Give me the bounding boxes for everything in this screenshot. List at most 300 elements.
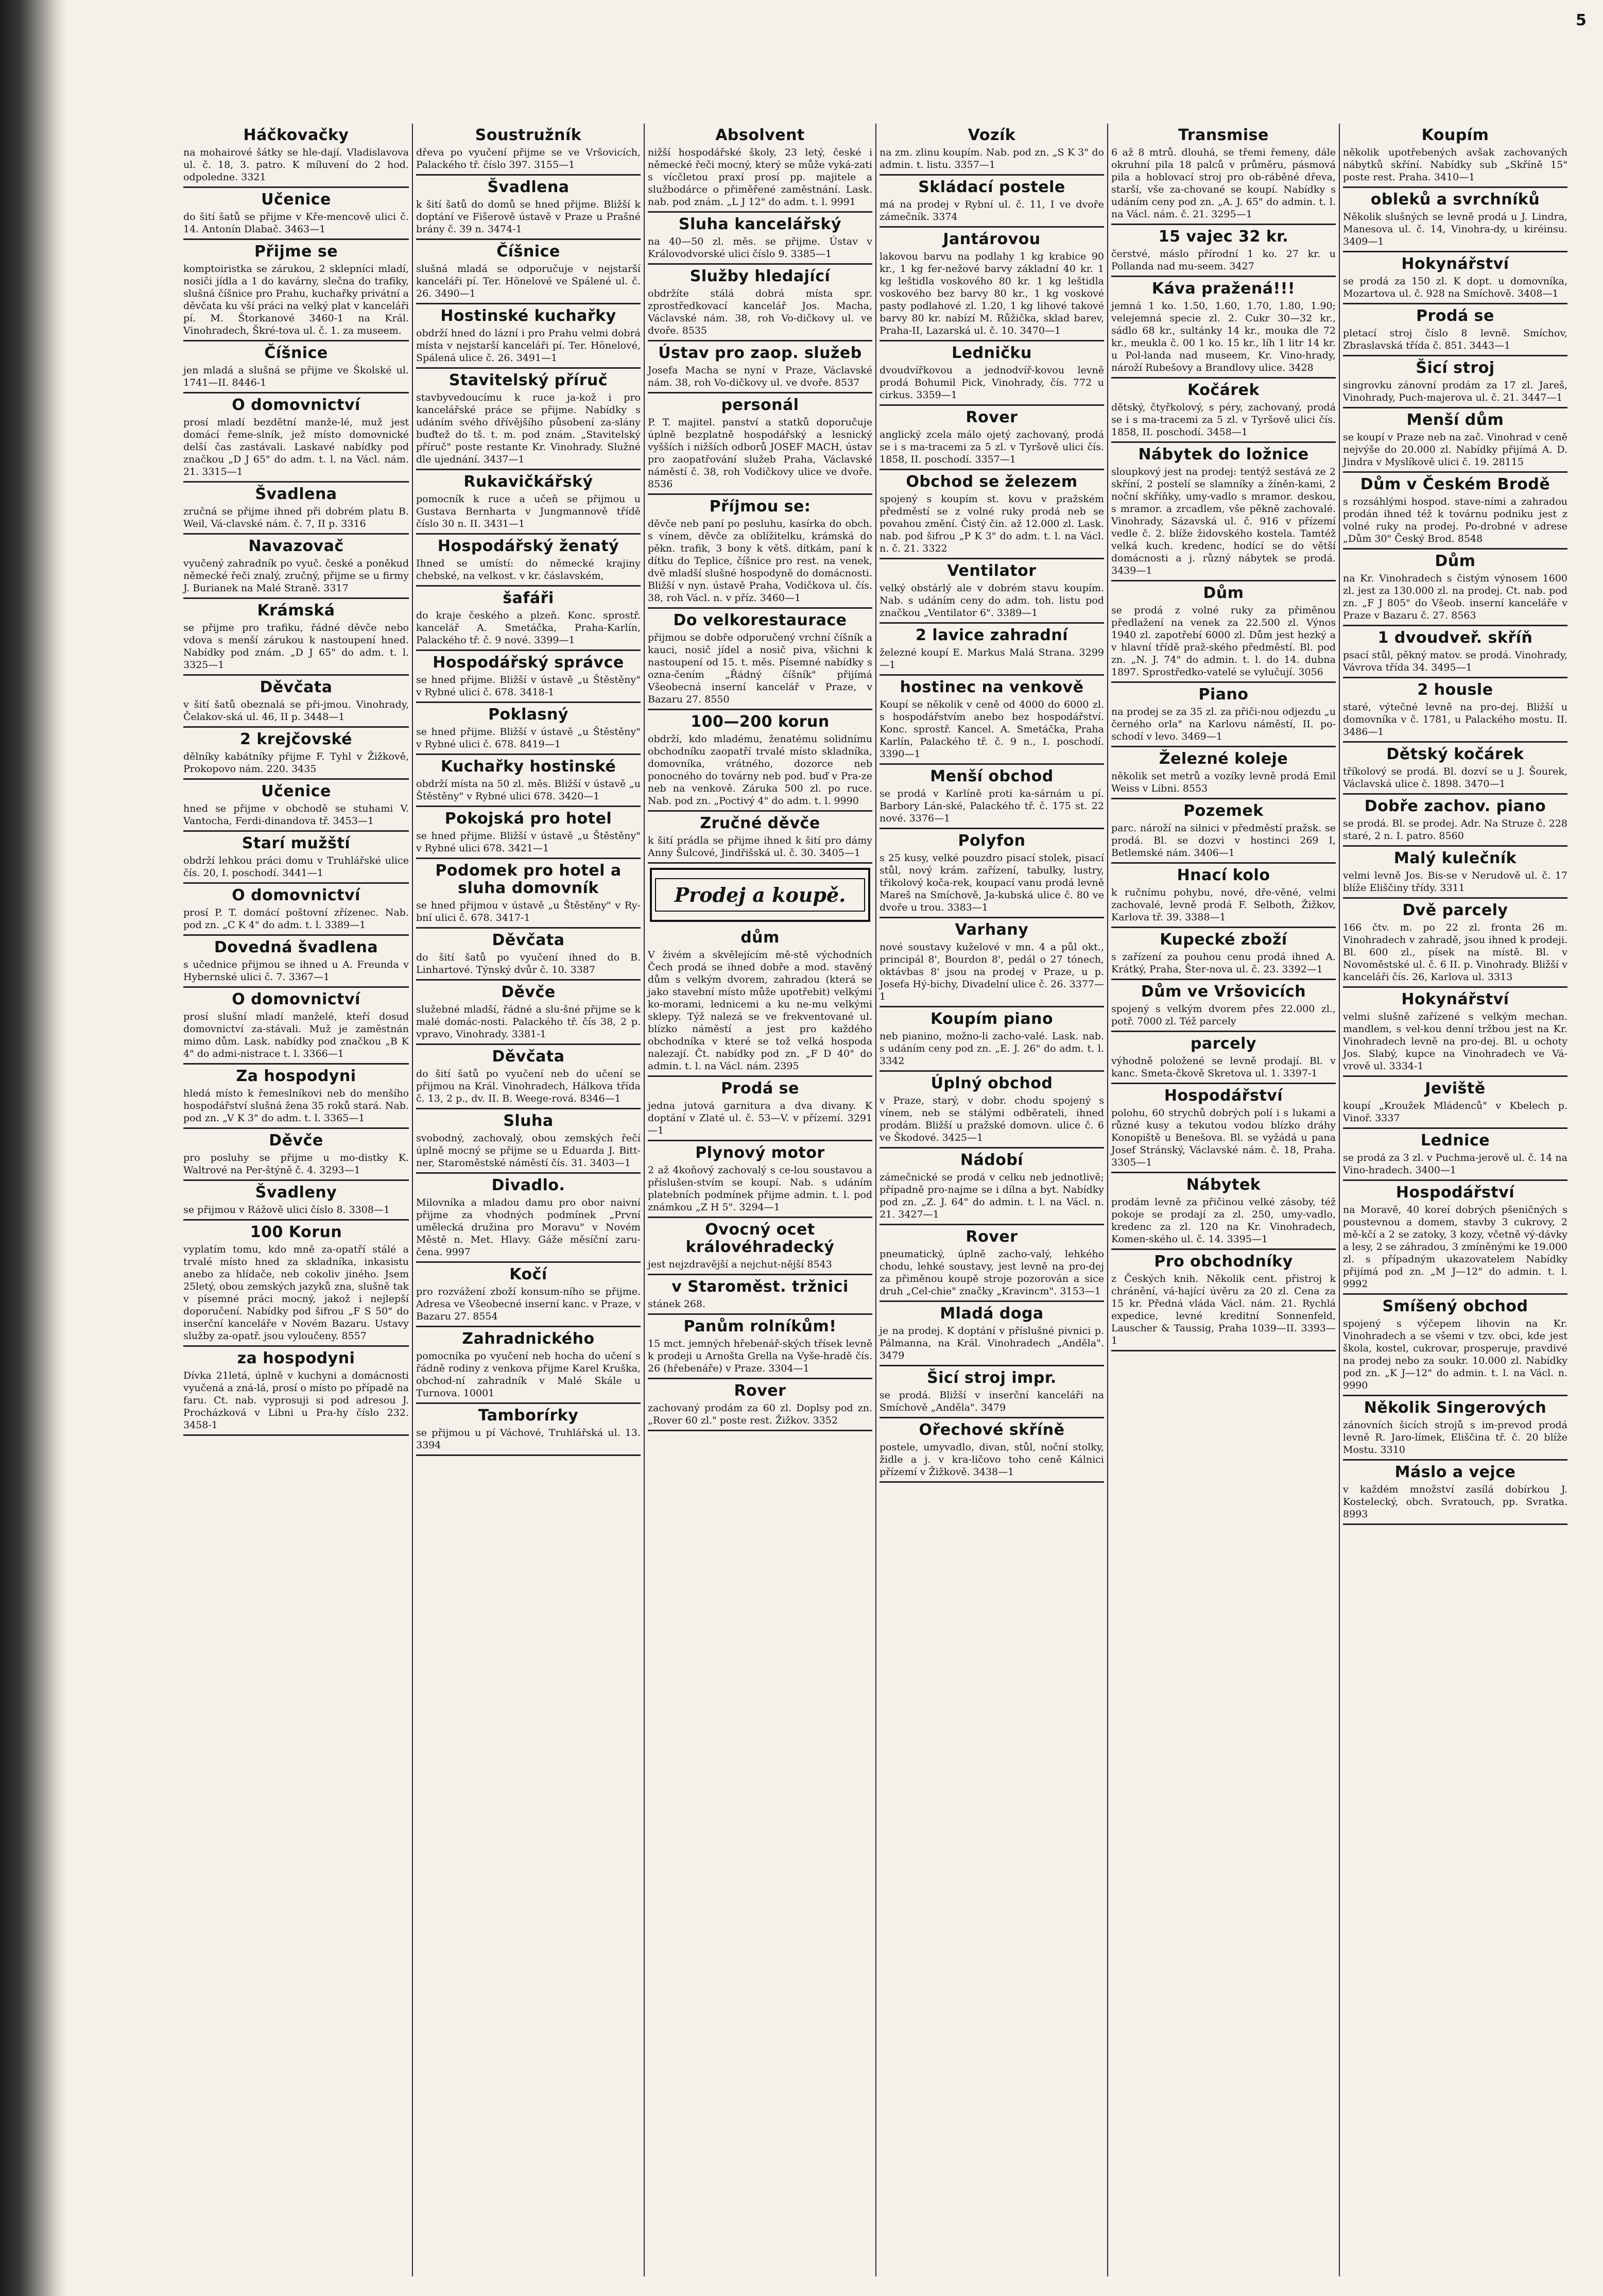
ad-heading: Švadleny bbox=[255, 1184, 337, 1202]
ad-heading: Pro obchodníky bbox=[1154, 1253, 1293, 1271]
ad-heading: Káva pražená!!! bbox=[1151, 280, 1296, 298]
ad-heading: Ústav pro zaop. služeb bbox=[658, 344, 862, 362]
ad-text: se prodá. Bl. se prodej. Adr. Na Struze č. 228 staré, 2 n. I. patro. 8560 bbox=[1343, 818, 1567, 842]
classified-ad bbox=[880, 918, 1104, 1007]
ad-text: několik upotřebených avšak zachovaných nábytků skříní. Nabídky sub „Skříně 15" poste rest. Praha. 3410—1 bbox=[1343, 147, 1567, 183]
classified-ad bbox=[880, 1418, 1104, 1483]
ad-heading: Jeviště bbox=[1425, 1080, 1486, 1098]
classified-ad bbox=[1343, 1181, 1567, 1295]
ad-heading: obleků a svrchníků bbox=[1370, 191, 1540, 209]
ad-text: několik set metrů a vozíky levně prodá Emil Weiss v Libni. 8553 bbox=[1111, 770, 1336, 794]
ad-heading: 100—200 korun bbox=[691, 713, 830, 731]
ad-heading: Piano bbox=[1198, 686, 1249, 704]
ad-text: na 40—50 zl. měs. se přijme. Ústav v Královodvorské ulici číslo 9. 3385—1 bbox=[648, 236, 872, 260]
ad-heading: Sluha bbox=[503, 1112, 554, 1130]
classified-ad bbox=[416, 755, 641, 807]
classified-ad bbox=[1111, 124, 1336, 225]
classified-ad bbox=[183, 393, 409, 483]
ad-text: v šití šatů obeznalá se při-jmou. Vinohrady, Čelakov-ská ul. 46, II p. 3448—1 bbox=[183, 699, 409, 723]
classified-ad bbox=[416, 587, 641, 651]
ad-heading: Stavitelský příruč bbox=[449, 371, 608, 389]
section-banner-label: Prodej a koupě. bbox=[655, 878, 865, 912]
classified-ad bbox=[1111, 225, 1336, 277]
ad-heading: Pokojská pro hotel bbox=[444, 810, 612, 828]
ad-text: k šití šatů do domů se hned přijme. Bližší k doptání ve Fišerově ústavě v Praze u Prašné brány č. 39 n. 3474-1 bbox=[416, 199, 641, 235]
classified-ad bbox=[1111, 683, 1336, 747]
ad-heading: Dům bbox=[1435, 552, 1476, 570]
ad-heading: dům bbox=[740, 929, 780, 947]
ad-text: dvoudvířkovou a jednodvíř-kovou levně prodá Bohumil Pick, Vinohrady, čís. 772 u cirkus. 3359—1 bbox=[880, 365, 1104, 401]
ad-text: Koupí se několik v ceně od 4000 do 6000 zl. s hospodářstvím anebo bez hospodářství. Konc. sprostř. Kancel. A. Smetáčka, Praha Karlín, Palackého tř. č. 9 n., I. poschodí. 3390—1 bbox=[880, 699, 1104, 760]
classified-ad bbox=[416, 1045, 641, 1109]
ad-text: s učednice přijmou se ihned u A. Freunda v Hybernské ulici č. 7. 3367—1 bbox=[183, 959, 409, 983]
ad-text: na Kr. Vinohradech s čistým výnosem 1600 zl. jest za 130.000 zl. na prodej. Ct. nab. pod zn. „F J 805" do Všeob. inserní kanceláře v Praze v Bazaru č. 27. 8563 bbox=[1343, 573, 1567, 621]
classified-ad bbox=[416, 1109, 641, 1174]
ad-heading: Dovedná švadlena bbox=[214, 938, 378, 956]
ad-text: se hned přijme. Bližší v ústavě „u Štěstěny" v Rybné ulici 678. 3421—1 bbox=[416, 830, 641, 854]
ad-text: koupí „Kroužek Mládenců" v Kbelech p. Vinoř. 3337 bbox=[1343, 1100, 1567, 1124]
ad-text: železné koupí E. Markus Malá Strana. 3299—1 bbox=[880, 647, 1104, 671]
classified-ad bbox=[416, 470, 641, 535]
ad-heading: Zručné děvče bbox=[700, 814, 820, 832]
ad-heading: Rover bbox=[966, 1228, 1018, 1246]
classified-ad bbox=[1343, 678, 1567, 743]
ad-text: tříkolový se prodá. Bl. dozví se u J. Šourek, Václavská ulice č. 1898. 3470—1 bbox=[1343, 766, 1567, 790]
classified-ad bbox=[416, 859, 641, 929]
ad-text: zánovních šicích strojů s im-prevod prodá levně R. Jaro-límek, Eliščina tř. č. 20 blíže Mostu. 3310 bbox=[1343, 1419, 1567, 1455]
column-4 bbox=[875, 124, 1107, 2276]
ad-text: jest nejzdravější a nejchut-nější 8543 bbox=[648, 1259, 832, 1270]
ad-text: spojený s velkým dvorem přes 22.000 zl., potř. 7000 zl. Též parcely bbox=[1111, 1003, 1336, 1027]
ad-heading: hostinec na venkově bbox=[900, 678, 1084, 696]
ad-text: v každém množství zasílá dobírkou J. Kostelecký, obch. Svratouch, pp. Svratka. 8993 bbox=[1343, 1484, 1567, 1520]
ad-heading: Poklasný bbox=[488, 706, 568, 724]
ad-text: se přijme pro trafiku, řádné děvče nebo vdova s menší zárukou k nastoupení hned. Nabídky pod znám. „D J 65" do adm. t. l. 3325—1 bbox=[183, 622, 409, 671]
column-1 bbox=[180, 124, 412, 2276]
ad-heading: Rover bbox=[966, 408, 1018, 426]
ad-heading: 2 krejčovské bbox=[240, 730, 352, 748]
classified-ad bbox=[416, 929, 641, 981]
ad-text: polohu, 60 strychů dobrých polí i s lukami a různé kusy a tekutou vodou blízko dráhy Konopiště u Benešova. Bl. se vyžádá u pana Josef Stránský, Václavské nám. č. 18, Praha. 3305—1 bbox=[1111, 1107, 1336, 1168]
ad-heading: Šicí stroj impr. bbox=[927, 1369, 1057, 1387]
ad-heading: Ledničku bbox=[952, 344, 1032, 362]
classified-ad bbox=[416, 651, 641, 703]
ad-text: spojený s koupím st. kovu v pražském předměstí se z volné ruky prodá neb se povahou změní. Čistý čin. až 12.000 zl. Lask. nab. pod šifrou „P K 3" do adm. t. l. na Václ. n. č. 21. 3322 bbox=[880, 493, 1104, 554]
classified-ad bbox=[880, 559, 1104, 624]
classified-ad bbox=[1111, 581, 1336, 683]
ad-heading: Několik Singerových bbox=[1364, 1399, 1547, 1417]
ad-heading: Transmise bbox=[1178, 126, 1269, 144]
classified-ad bbox=[1111, 980, 1336, 1032]
classified-ad bbox=[880, 470, 1104, 559]
ad-heading: Prodá se bbox=[721, 1080, 799, 1098]
ad-text: singrovku zánovní prodám za 17 zl. Jareš, Vinohrady, Puch-majerova ul. č. 21. 3447—1 bbox=[1343, 380, 1567, 403]
classified-ad bbox=[416, 807, 641, 859]
ad-text: pomocníka po vyučení neb hocha do učení s řádně rodiny z venkova přijme Karel Kruška, obchod-ní zahradník v Malé Skále u Turnova. 10001 bbox=[416, 1350, 641, 1399]
ad-text: dřeva po vyučení přijme se ve Vršovicích, Palackého tř. číslo 397. 3155—1 bbox=[416, 147, 641, 170]
classified-ad bbox=[648, 1275, 872, 1315]
ad-heading: šafáři bbox=[503, 589, 554, 607]
ad-heading: Hnací kolo bbox=[1177, 866, 1270, 884]
ad-text: do šití šatů po vyučení ihned do B. Linhartové. Týnský dvůr č. 10. 3387 bbox=[416, 952, 641, 975]
ad-heading: Lednice bbox=[1420, 1132, 1490, 1150]
ad-heading: O domovnictví bbox=[232, 990, 360, 1008]
ad-text: prodám levně za přičinou velké zásoby, též pokoje se prodají za zl. 250, umy-vadlo, kredenc za zl. 120 na Kr. Vinohradech, Komen-ského ul. č. 14. 3395—1 bbox=[1111, 1196, 1336, 1245]
classified-ad bbox=[183, 832, 409, 884]
ad-heading: Hokynářství bbox=[1401, 990, 1509, 1008]
ad-text: výhodně položené se levně prodají. Bl. v kanc. Smeta-čkově Skretova ul. 1. 3397-1 bbox=[1111, 1055, 1336, 1079]
ad-heading: Učenice bbox=[261, 782, 331, 800]
ad-text: nižší hospodářské školy, 23 letý, české i německé řeči mocný, který se může vyká-zati s vícčletou praxí prosí pp. majitele a službodárce o přiměřené zaměstnání. Lask. nab. pod znám. „L J 12" do adm. t. l. 9991 bbox=[648, 147, 872, 208]
ad-heading: O domovnictví bbox=[232, 396, 360, 414]
classified-ad bbox=[648, 609, 872, 710]
ad-heading: Nádobí bbox=[960, 1151, 1024, 1169]
classified-ad bbox=[1343, 847, 1567, 899]
classified-ad bbox=[648, 341, 872, 393]
ad-heading: Číšnice bbox=[496, 243, 560, 261]
classified-ad bbox=[880, 176, 1104, 228]
ad-heading: Sluha kancelářský bbox=[678, 215, 842, 233]
ad-text: velmi levně Jos. Bis-se v Nerudově ul. č. 17 blíže Eliščiny třídy. 3311 bbox=[1343, 870, 1567, 894]
classified-ad bbox=[880, 228, 1104, 341]
ad-text: parc. nároží na silnici v předměstí pražsk. se prodá. Bl. se dozvi v hostinci 269 I, Betlemské nám. 3406—1 bbox=[1111, 823, 1336, 859]
ad-text: se hned přijme. Bližší v ústavě „u Štěstěny" v Rybné ulici č. 678. 8419—1 bbox=[416, 726, 641, 750]
classified-ad bbox=[1111, 1084, 1336, 1173]
ad-text: V živém a skvělejícím mě-stě východních Čech prodá se ihned dobře a mod. stavěný dům s velkým dvorem, zahradou (která se jako stavební místo může upotřebit) velkými ko-morami, lednicemi a ku ne-mu velkými sklepy. Týž nalezá se ve frekventované ul. blízko náměstí a jest pro každého obchodníka v které se tož velká hospoda nalezají. Čt. nabídky pod zn. „F D 40" do admin. t. l. na Václ. nám. 2395 bbox=[648, 949, 872, 1072]
classified-ad bbox=[880, 829, 1104, 918]
ad-text: sloupkový jest na prodej: tentýž sestává ze 2 skříní, 2 postelí se slamníky a žíněn-kami, 2 noční skříňky, umy-vadlo s mramor. deskou, s mramor. a zrcadlem, vše pěkně zachovalé. Vinohrady, Sázavská ul. č. 916 v přízemí vedle č. 2. blíže židovského kostela. Tamtéž velká kuch. kredenc, hodící se do větší domácnosti a j. různý nábytek se prodá. 3439—1 bbox=[1111, 466, 1336, 576]
ad-heading: Za hospodyni bbox=[236, 1067, 356, 1085]
ad-text: se hned přijmou v ústavě „u Štěstěny" v Ry-bní ulici č. 678. 3417-1 bbox=[416, 900, 641, 923]
ad-text: hned se přijme v obchodě se stuhami V. Vantocha, Ferdi-dinandova tř. 3453—1 bbox=[183, 803, 409, 827]
ad-heading: Menší dům bbox=[1406, 411, 1504, 429]
classified-ad bbox=[416, 1404, 641, 1456]
classified-ad bbox=[1343, 304, 1567, 356]
classified-ad bbox=[183, 1221, 409, 1347]
classified-ad bbox=[648, 1077, 872, 1141]
ad-text: velmi slušně zařízené s velkým mechan. mandlem, s vel-kou denní tržbou jest na Kr. Vinohradech levně na pro-dej. Bl. u ochoty Jos. Slabý, kupce na Vinohradech ve Vá-vrově ul. 3334-1 bbox=[1343, 1011, 1567, 1072]
ad-heading: Hospodářský ženatý bbox=[437, 537, 619, 555]
ad-heading: Učenice bbox=[261, 191, 331, 209]
ad-text: s rozsáhlými hospod. stave-ními a zahradou prodán ihned též k továrnu podniku jest z volné ruky na prodej. Po-drobné v adrese „Dům 30" Český Brod. 8548 bbox=[1343, 496, 1567, 544]
classified-ad bbox=[416, 176, 641, 240]
classified-ad bbox=[880, 1302, 1104, 1366]
ad-heading: Starí mužští bbox=[242, 834, 351, 852]
classified-ad bbox=[183, 188, 409, 240]
ad-heading: Přijme se bbox=[254, 243, 338, 261]
classified-ad bbox=[880, 341, 1104, 406]
ad-heading: Kupecké zboží bbox=[1160, 931, 1287, 949]
classified-ad bbox=[880, 1072, 1104, 1149]
ad-text: v Praze, starý, v dobr. chodu spojený s vínem, neb se stálými odběrateli, ihned prodám. Bližší u pražské domovn. ulice č. 6 ve Škodové. 3425—1 bbox=[880, 1095, 1104, 1143]
classified-ad bbox=[183, 936, 409, 988]
classified-ad bbox=[648, 1141, 872, 1218]
ad-heading: Máslo a vejce bbox=[1394, 1463, 1516, 1481]
ad-text: zručná se přijme ihned při dobrém platu B. Weil, Vá-clavské nám. č. 7, II p. 3316 bbox=[183, 506, 409, 529]
ad-text: P. T. majitel. panství a statků doporučuje úplně bezplatně hospodářský a lesnický vyšších i nižších odborů JOSEF MACH, ústav pro zaopatřování služeb Praha, Václavské náměstí č. 38, roh Vodičkovy ulice ve dvoře. 8536 bbox=[648, 417, 872, 490]
ad-text: Ihned se umístí: do německé krajiny chebské, na velkost. v kr. čáslavském, bbox=[416, 558, 641, 581]
ad-text: dětský, čtyřkolový, s péry, zachovaný, prodá se i s ma-tracemi za 5 zl. v Tyršově ulici čís. 1858, II. poschodí. 3458—1 bbox=[1111, 402, 1336, 438]
classified-ad bbox=[416, 981, 641, 1045]
ad-text: pomocník k ruce a učeň se přijmou u Gustava Bernharta v Jungmannově třídě číslo 30 n. II. 3431—1 bbox=[416, 493, 641, 529]
ad-heading: Kočí bbox=[509, 1265, 547, 1283]
ad-text: obdržíte stálá dobrá místa spr. zprostředkovací kancelář Jos. Macha, Václavské nám. 38, roh Vo-dičkovy ul. ve dvoře. 8535 bbox=[648, 288, 872, 336]
ad-heading: Nábytek do ložnice bbox=[1138, 446, 1309, 464]
ad-text: Milovníka a mladou damu pro obor naivní přijme za vhodných podmínek „První umělecká družina pro Moravu" v Novém Městě n. Met. Hlavy. Gáže měsíční zaru-čena. 9997 bbox=[416, 1197, 641, 1258]
ad-text: komptoiristka se zárukou, 2 sklepníci mladí, nosiči jídla a 1 do kavárny, slečna do trafiky, slušná číšnice pro Prahu, kuchařky privátní a děvčata ku vší práci na velký plat v kanceláři pí. M. Štorkanové 3460-1 na Král. Vinohradech, Škré-tova ul. č. 1. za museem. bbox=[183, 263, 409, 336]
classified-ad bbox=[880, 406, 1104, 470]
ad-text: Několik slušných se levně prodá u J. Lindra, Manesova ul. č. 14, Vinohra-dy, u kiréinsu. 3409—1 bbox=[1343, 211, 1567, 247]
ad-heading: Rover bbox=[734, 1382, 786, 1400]
ad-text: 6 až 8 mtrů. dlouhá, se třemi řemeny, dále okruhní pila 18 palců v průměru, pásmová pila a hoblovací stroj pro ob-ráběné dřeva, starší, vše za-chované se koupí. Nabídky s udáním ceny pod zn. „A. J. 65" do admin. t. l. na Václ. nám. č. 21. 3295—1 bbox=[1111, 147, 1336, 220]
ad-heading: 15 vajec 32 kr. bbox=[1158, 228, 1289, 246]
ad-text: z Českých knih. Několik cent. přistroj k chránění, vá-hající úvěru za 20 zl. Cena za 15 kr. Předná vláda Václ. nám. 21. Rychlá expedice, levné kreditní Sonnenfeld, Lauscher & Taussig, Praha 1039—II. 3393—1 bbox=[1111, 1273, 1336, 1346]
classified-ad bbox=[880, 765, 1104, 829]
ad-heading: Menší obchod bbox=[930, 767, 1054, 785]
ad-text: děvče neb paní po posluhu, kasírka do obch. s vínem, děvče za oblížitelku, krámská do pěkn. trafik, 3 bony k větš. dítkám, paní k dítku do Teplice, číšnice pro rest. na venek, dvě mladší slušné hospodyně do domácnosti. Bližší v nyn. ústavě Praha, Vodičkova ul. čís. 38, roh Václ. n. v příz. 3460—1 bbox=[648, 518, 872, 604]
ad-heading: Kuchařky hostinské bbox=[440, 758, 616, 776]
classified-ad bbox=[880, 624, 1104, 676]
classified-ad bbox=[416, 124, 641, 176]
ad-text: jemná 1 ko. 1.50, 1.60, 1.70, 1.80, 1.90; velejemná specie zl. 2. Cukr 30—32 kr., sádlo 68 kr., sultánky 14 kr., mouka dle 72 kr., meukla č. 00 1 ko. 15 kr., líh 1 litr 14 kr. u Pol-landa nad museem, Kr. Vino-hrady, nároží Rubešovy a Brandlovy ulice. 3428 bbox=[1111, 300, 1336, 373]
ad-heading: Ventilator bbox=[947, 562, 1037, 580]
ad-text: pro posluhy se přijme u mo-distky K. Waltrové na Per-štýně č. 4. 3293—1 bbox=[183, 1152, 409, 1176]
ad-text: se prodá z volné ruky za přiměnou předlažení na venek za 22.500 zl. Výnos 1940 zl. zapotřebí 6000 zl. Dům jest hezký a v hlavní třídě praž-ského předměstí. Bl. pod zn. „N. J. 74" do admin. t. l. do 14. dubna 1897. Sprostředko-vatelé se vylučují. 3056 bbox=[1111, 605, 1336, 678]
classified-ad bbox=[880, 124, 1104, 176]
ad-heading: Soustružník bbox=[475, 126, 582, 144]
classified-ad bbox=[648, 495, 872, 609]
ad-text: postele, umyvadlo, divan, stůl, noční stolky, židle a j. v kra-ličovo toho ceně Kálnici přízemí v Žižkově. 3438—1 bbox=[880, 1442, 1104, 1478]
ad-heading: Železné koleje bbox=[1159, 750, 1288, 768]
ad-text: do šití šatů po vyučení neb do učení se přijmou na Král. Vinohradech, Hálkova třída č. 13, 2 p., dv. II. B. Weege-rová. 8346—1 bbox=[416, 1068, 641, 1104]
classified-ad bbox=[1111, 1173, 1336, 1250]
ad-heading: Polyfon bbox=[958, 832, 1026, 850]
classified-ad bbox=[1343, 988, 1567, 1077]
ad-text: neb pianino, možno-li zacho-valé. Lask. nab. s udáním ceny pod zn. „E. J. 26" do adm. t. l. 3342 bbox=[880, 1031, 1104, 1067]
ad-text: prosí slušní mladí manželé, kteří dosud domovnictví za-stávali. Muž je zaměstnán mimo dům. Lask. nabídky pod značkou „B K 4" do admi-nistrace t. l. 3366—1 bbox=[183, 1011, 409, 1059]
classified-ad bbox=[1343, 795, 1567, 847]
ad-heading: Příjmou se: bbox=[709, 498, 811, 516]
classified-ad bbox=[183, 1347, 409, 1436]
classified-ad bbox=[1343, 252, 1567, 304]
classified-ad bbox=[648, 265, 872, 341]
classified-ad bbox=[416, 240, 641, 304]
classified-ad bbox=[416, 535, 641, 587]
ad-heading: Malý kulečník bbox=[1393, 849, 1517, 867]
classified-ad bbox=[880, 1225, 1104, 1302]
ad-text: prosí mladí bezdětní manže-lé, muž jest domácí řeme-slník, jež místo domovnické delší čas zastávali. Laskavé nabídky pod značkou „D J 65" do adm. t. l. na Václ. nám. 21. 3315—1 bbox=[183, 417, 409, 477]
ad-text: psací stůl, pěkný matov. se prodá. Vinohrady, Vávrova třída 34. 3495—1 bbox=[1343, 649, 1567, 673]
classified-ad bbox=[1111, 864, 1336, 928]
classified-ad bbox=[1343, 626, 1567, 678]
ad-heading: Děvče bbox=[269, 1132, 323, 1150]
classified-ad bbox=[1343, 124, 1567, 188]
column-5 bbox=[1107, 124, 1339, 2276]
classified-ad bbox=[1111, 1250, 1336, 1351]
classified-ad bbox=[183, 676, 409, 728]
classified-ad bbox=[183, 988, 409, 1065]
ad-heading: Háčkovačky bbox=[243, 126, 349, 144]
ad-heading: Dětský kočárek bbox=[1386, 745, 1524, 763]
ad-text: velký obstárlý ale v dobrém stavu koupím. Nab. s udáním ceny do adm. toh. listu pod značkou „Ventilator 6". 3389—1 bbox=[880, 582, 1104, 619]
ad-heading: personál bbox=[721, 396, 799, 414]
classified-ad bbox=[183, 1065, 409, 1129]
ad-heading: Dvě parcely bbox=[1402, 901, 1508, 919]
ad-text: obdrží hned do lázní i pro Prahu velmi dobrá místa v nejstarší kanceláři pí. Ter. Hönelové, Spálená ulice č. 26. 3491—1 bbox=[416, 328, 641, 364]
classified-ad bbox=[1343, 743, 1567, 795]
ad-heading: Skládací postele bbox=[918, 178, 1065, 196]
ad-text: čerstvé, máslo přírodní 1 ko. 27 kr. u Pollanda nad mu-seem. 3427 bbox=[1111, 248, 1336, 272]
ad-text: na mohairové šátky se hle-dají. Vladislavova ul. č. 18, 3. patro. K míluvení do 2 hod. odpoledne. 3321 bbox=[183, 147, 409, 183]
ad-heading: parcely bbox=[1191, 1035, 1256, 1053]
classified-ad bbox=[1343, 899, 1567, 988]
ad-text: je na prodej. K doptání v příslušné pivnici p. Pálmanna, na Král. Vinohradech „Anděla". 3479 bbox=[880, 1325, 1104, 1361]
ad-heading: Podomek pro hotel a sluha domovník bbox=[435, 862, 622, 897]
classified-ad bbox=[183, 599, 409, 676]
ad-heading: Kočárek bbox=[1187, 381, 1260, 399]
ad-heading: Šicí stroj bbox=[1416, 359, 1495, 377]
ad-heading: Mladá doga bbox=[940, 1305, 1044, 1323]
ad-heading: Úplný obchod bbox=[930, 1074, 1053, 1092]
column-3 bbox=[644, 124, 875, 2276]
ad-text: anglický zcela málo ojetý zachovaný, prodá se i s ma-tracemi za 5 zl. v Tyršově ulici čís. 1858, II. poschodí. 3357—1 bbox=[880, 429, 1104, 465]
ad-text: s zařízení za pouhou cenu prodá ihned A. Krátký, Praha, Šter-nova ul. č. 23. 3392—1 bbox=[1111, 951, 1336, 975]
ad-heading: Koupím piano bbox=[930, 1010, 1054, 1028]
ad-text: pletací stroj číslo 8 levně. Smíchov, Zbraslavská třída č. 851. 3443—1 bbox=[1343, 328, 1567, 351]
ad-heading: O domovnictví bbox=[232, 886, 360, 904]
ad-text: lakovou barvu na podlahy 1 kg krabice 90 kr., 1 kg fer-nežové barvy základní 40 kr. 1 kg leštidla voskového 80 kr. 1 kg leštidla voskového bez barvy 80 kr., 1 kg voskové pasty podlahové zl. 1.20, 1 kg lihové takové barvy 80 kr. nabízí M. Růžička, sklad barev, Praha-II, Lazarská ul. č. 10. 3470—1 bbox=[880, 251, 1104, 336]
classified-ad bbox=[1111, 747, 1336, 799]
ad-text: pneumatický, úplně zacho-valý, lehkého chodu, lehké soustavy, jest levně na pro-dej za přiměnou koupě stroje pozorován a sice druh „Cel-chie" značky „Kravincm". 3153—1 bbox=[880, 1248, 1104, 1297]
ad-heading: Absolvent bbox=[715, 126, 805, 144]
ad-heading: Tamborírky bbox=[478, 1407, 579, 1425]
ad-heading: 100 Korun bbox=[250, 1223, 342, 1241]
classified-ad bbox=[1111, 379, 1336, 443]
classified-ad bbox=[1343, 473, 1567, 550]
ad-text: se prodá za 3 zl. v Puchma-jerově ul. č. 14 na Vino-hradech. 3400—1 bbox=[1343, 1152, 1567, 1176]
ad-text: na zm. zlinu koupím. Nab. pod zn. „S K 3" do admin. t. listu. 3357—1 bbox=[880, 147, 1104, 170]
classified-ad bbox=[183, 1129, 409, 1181]
ad-text: na prodej se za 35 zl. za přiči-nou odjezdu „u černého orla" na Karlovu náměstí, II. po-schodí v levo. 3469—1 bbox=[1111, 706, 1336, 742]
ad-text: spojený s výčepem lihovin na Kr. Vinohradech a se všemi v tzv. obci, kde jest škola, kostel, cukrovar, prosperuje, pravdivé na prodej nebo za soukr. 10.000 zl. Nabídky pod zn. „K J—12" do admin. t. l. na Václ. n. 9990 bbox=[1343, 1318, 1567, 1391]
ad-text: obdrží lehkou práci domu v Truhlářské ulice čís. 20, I. poschodí. 3441—1 bbox=[183, 855, 409, 879]
classified-ad bbox=[1343, 1295, 1567, 1396]
ad-text: stánek 268. bbox=[648, 1298, 706, 1310]
ad-text: 15 mct. jemných hřebenář-ských třísek levně k prodeji u Arnošta Grella na Vyše-hradě čís. 26 (hřebenáře) v Praze. 3304—1 bbox=[648, 1338, 872, 1374]
classified-columns bbox=[180, 124, 1571, 2276]
ad-text: prosí P. T. domácí poštovní zřízenec. Nab. pod zn. „C K 4" do adm. t. l. 3389—1 bbox=[183, 907, 409, 931]
classified-ad bbox=[183, 728, 409, 780]
ad-text: s 25 kusy, velké pouzdro pisací stolek, pisací stůl, nový krám. zařízení, tabulky, lustry, třikolový koča-rek, koupací vanu prodá levně Mareš na Smíchově, Ja-kubská ulice č. 80 ve dvoře u trou. 3383—1 bbox=[880, 852, 1104, 913]
ad-text: do kraje českého a plzeň. Konc. sprostř. kancelář A. Smetáčka, Praha-Karlín, Palackého tř. č. 9 nové. 3399—1 bbox=[416, 610, 641, 646]
ad-heading: Rukavičkářský bbox=[463, 473, 593, 491]
ad-text: Josefa Macha se nyní v Praze, Václavské nám. 38, roh Vo-dičkovy ul. ve dvoře. 8537 bbox=[648, 365, 872, 388]
ad-text: se prodá. Bližší v inserční kanceláři na Smíchově „Anděla". 3479 bbox=[880, 1390, 1104, 1413]
ad-heading: Děvčata bbox=[492, 931, 565, 949]
column-2 bbox=[412, 124, 644, 2276]
classified-ad bbox=[1343, 550, 1567, 626]
ad-text: nové soustavy kuželové v mn. 4 a půl okt., principál 8', Bourdon 8', pedál o 27 tónech, oktávbas 8' jsou na prodej v Praze, u p. Josefa Hý-bichy, Divadelní ulice č. 26. 3377—1 bbox=[880, 941, 1104, 1002]
ad-heading: Vozík bbox=[968, 126, 1016, 144]
classified-ad bbox=[1343, 356, 1567, 408]
classified-ad bbox=[1343, 1077, 1567, 1129]
ad-heading: Prodá se bbox=[1416, 307, 1494, 325]
ad-text: zachovaný prodám za 60 zl. Doplsy pod zn. „Rover 60 zl." poste rest. Žižkov. 3352 bbox=[648, 1402, 872, 1426]
ad-text: k šití prádla se přijme ihned k šití pro dámy Anny Šulcové, Jindřišská ul. č. 30. 3405—1 bbox=[648, 835, 872, 859]
ad-text: 2 až 4koňový zachovalý s ce-lou soustavou a příslušen-stvím se koupí. Nab. s udáním platebních podmínek přijme admin. t. l. pod známkou „Z H 5". 3294—1 bbox=[648, 1164, 872, 1213]
classified-ad bbox=[648, 926, 872, 1077]
ad-heading: za hospodyni bbox=[237, 1349, 355, 1367]
ad-heading: Služby hledající bbox=[690, 267, 831, 285]
ad-heading: Ovocný ocet královéhradecký bbox=[685, 1221, 835, 1256]
ad-heading: Číšnice bbox=[264, 344, 328, 362]
ad-text: služebné mladší, řádné a slu-šné přijme se k malé domác-nosti. Palackého tř. čís 38, 2 p. vpravo, Vinohrady. 3381-1 bbox=[416, 1004, 641, 1040]
ad-heading: Dům bbox=[1203, 584, 1244, 602]
classified-ad bbox=[648, 1218, 872, 1275]
ad-text: k ručnímu pohybu, nové, dře-věné, velmi zachovalé, levně prodá F. Selboth, Žižkov, Karlova tř. 39. 3388—1 bbox=[1111, 887, 1336, 923]
ad-text: se prodá za 150 zl. K dopt. u domovníka, Mozartova ul. č. 928 na Smíchově. 3408—1 bbox=[1343, 276, 1567, 299]
classified-ad bbox=[880, 676, 1104, 765]
ad-heading: Do velkorestaurace bbox=[673, 611, 847, 629]
ad-heading: Děvče bbox=[501, 983, 556, 1001]
ad-heading: Hostinské kuchařky bbox=[440, 307, 616, 325]
ad-heading: Dobře zachov. piano bbox=[1364, 797, 1546, 815]
classified-ad bbox=[416, 304, 641, 369]
ad-text: Dívka 21letá, úplně v kuchyni a domácnosti vyučená a zná-lá, prosí o místo po případě na faru. Ct. nab. vyprosuji si pod adresou J. Procházková v Libni u Pra-hy číslo 232. 3458-1 bbox=[183, 1370, 409, 1431]
ad-heading: Divadlo. bbox=[491, 1176, 565, 1194]
ad-heading: Hokynářství bbox=[1401, 255, 1509, 273]
classified-ad bbox=[880, 1007, 1104, 1072]
classified-ad bbox=[1343, 1461, 1567, 1525]
ad-heading: 1 dvoudveř. skříň bbox=[1377, 629, 1533, 647]
ad-text: svobodný, zachovalý, obou zemských řečí úplně mocný se přijme se u Eduarda J. Bitt-ner, Staroměstské náměstí čís. 31. 3403—1 bbox=[416, 1133, 641, 1169]
classified-ad bbox=[1343, 408, 1567, 473]
ad-text: na Moravě, 40 koreí dobrých pšeničných s poustevnou a domem, stavby 3 cukrovy, 2 mě-kčí a 2 se zatoky, 3 kozy, včetně vý-dávky a lesy, 2 se záhradou, 3 zmíněnými ke 19.000 zl. s případným ukazovatelem Nabídky přijímá pod zn. „M J—12" do admin. t. l. 9992 bbox=[1343, 1204, 1567, 1290]
classified-ad bbox=[416, 1327, 641, 1404]
ad-text: se přijmou v Rážově ulici číslo 8. 3308—1 bbox=[183, 1204, 390, 1215]
ad-heading: Plynový motor bbox=[695, 1144, 825, 1162]
classified-ad bbox=[416, 1174, 641, 1263]
classified-ad bbox=[183, 483, 409, 535]
classified-ad bbox=[1343, 1129, 1567, 1181]
ad-heading: Děvčata bbox=[492, 1048, 565, 1066]
ad-text: obdrží místa na 50 zl. měs. Bližší v ústavě „u Štěstěny" v Rybné ulici 678. 3420—1 bbox=[416, 778, 641, 802]
classified-ad bbox=[1111, 443, 1336, 581]
ad-text: vyplatím tomu, kdo mně za-opatří stálé a trvalé místo hned za skladníka, inkasistu anebo za hlídače, neb cokoliv jiného. Jsem 25letý, obou zemských jazyků zna, slušně tak v písemné práci mocný, jakož i nejlepší doporučení. Nabídky pod šifrou „F S 50" do inserční kanceláře v Novém Bazaru. Ustavy služby za-opatř. jsou vyloučeny. 8557 bbox=[183, 1244, 409, 1342]
ad-heading: Krámská bbox=[257, 602, 335, 620]
ad-text: zámečnické se prodá v celku neb jednotlivě; případně pro-najme se i dílna a byt. Nabídky pod zn. „Z. J. 64" do admin. t. l. na Václ. n. 21. 3427—1 bbox=[880, 1172, 1104, 1220]
ad-heading: 2 lavice zahradní bbox=[916, 626, 1068, 644]
classified-ad bbox=[183, 884, 409, 936]
ad-heading: Koupím bbox=[1421, 126, 1489, 144]
ad-text: slušná mladá se odporučuje v nejstarší kanceláři pí. Ter. Hönelové ve Spálené ul. č. 26. 3490—1 bbox=[416, 263, 641, 299]
ad-heading: Jantárovou bbox=[943, 230, 1041, 248]
ad-text: jedna jutová garnitura a dva divany. K doptání v Zlaté ul. č. 53—V. v přízemí. 3291—1 bbox=[648, 1100, 872, 1136]
classified-ad bbox=[1343, 1396, 1567, 1461]
ad-heading: Dům ve Vršovicích bbox=[1141, 983, 1306, 1001]
ad-text: se přijmou u pí Váchové, Truhlářská ul. 13. 3394 bbox=[416, 1427, 641, 1451]
page-number: 5 bbox=[1576, 11, 1587, 29]
classified-ad bbox=[648, 124, 872, 213]
classified-ad bbox=[1111, 1032, 1336, 1084]
ad-heading: Nábytek bbox=[1186, 1176, 1261, 1194]
ad-heading: Hospodářství bbox=[1164, 1087, 1283, 1105]
ad-text: pro rozvážení zboží konsum-ního se přijme. Adresa ve Všeobecné inserní kanc. v Praze, v Bazaru 27. 8554 bbox=[416, 1286, 641, 1322]
binding-edge bbox=[0, 0, 67, 2296]
ad-heading: Dům v Českém Brodě bbox=[1360, 475, 1550, 493]
ad-heading: Navazovač bbox=[248, 537, 344, 555]
ad-heading: Zahradnického bbox=[462, 1330, 595, 1348]
